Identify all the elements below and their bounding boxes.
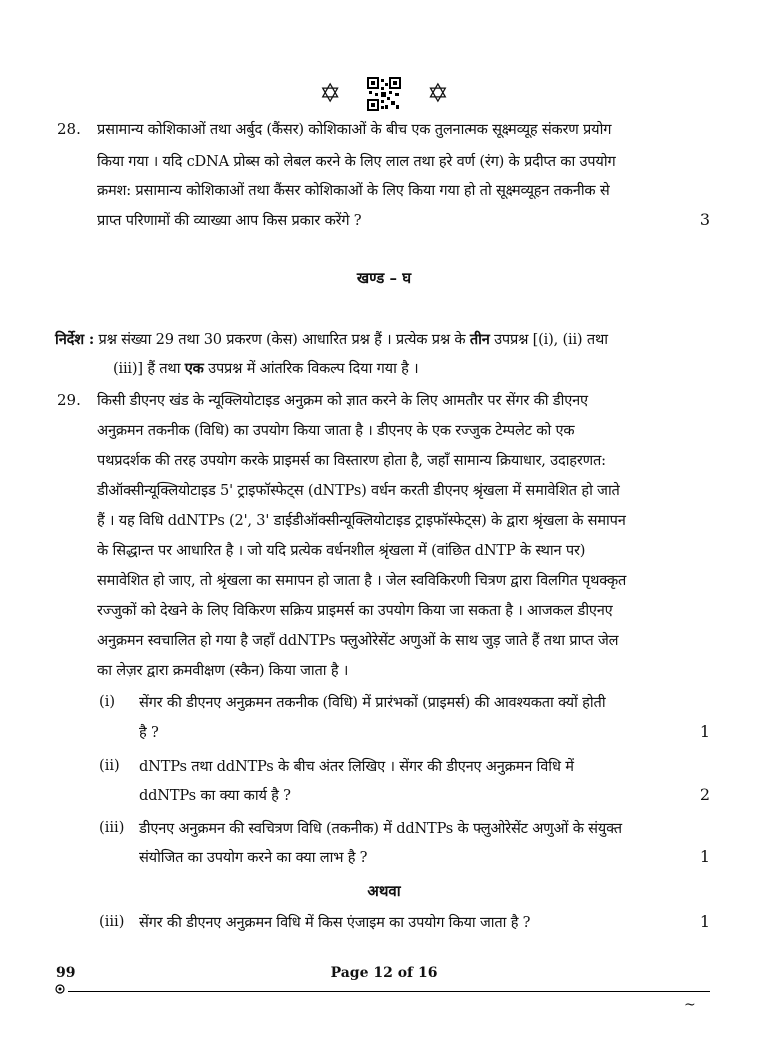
- question-number: 29.: [57, 391, 81, 409]
- subquestion-text-line: सेंगर की डीएनए अनुक्रमन विधि में किस एंजाइम का उपयोग किया जाता है ?: [139, 914, 531, 931]
- subquestion-text-line: ddNTPs का क्या कार्य है ?: [139, 787, 291, 804]
- instructions-emphasis: एक: [184, 360, 204, 377]
- instructions-text: प्रश्न संख्या 29 तथा 30 प्रकरण (केस) आधारित प्रश्न हैं । प्रत्येक प्रश्न के: [98, 331, 466, 348]
- question-text-line: प्राप्त परिणामों की व्याख्या आप किस प्रकार करेंगे ?: [97, 212, 362, 229]
- subquestion-label: (i): [99, 693, 116, 710]
- question-text-line: प्रसामान्य कोशिकाओं तथा अर्बुद (कैंसर) कोशिकाओं के बीच एक तुलनात्मक सूक्ष्मव्यूह संकरण प्रयोग: [97, 121, 612, 138]
- qr-code-icon: [367, 77, 401, 111]
- subquestion-label: (iii): [99, 819, 125, 836]
- instructions-text: (iii)] हैं तथा: [113, 360, 181, 377]
- instructions-label: निर्देश :: [55, 331, 95, 348]
- instructions: [55, 330, 608, 350]
- question-text-line: किसी डीएनए खंड के न्यूक्लियोटाइड अनुक्रम को ज्ञात करने के लिए आमतौर पर सेंगर की डीएनए: [97, 392, 588, 409]
- star-of-david-icon: ✡: [319, 79, 341, 109]
- question-text-line: अनुक्रमन तकनीक (विधि) का उपयोग किया जाता है । डीएनए के एक रज्जुक टेम्पलेट को एक: [97, 422, 575, 439]
- footer-mark: ~: [684, 997, 696, 1013]
- instructions-text: उपप्रश्न में आंतरिक विकल्प दिया गया है ।: [208, 360, 419, 377]
- question-text-line: डीऑक्सीन्यूक्लियोटाइड 5' ट्राइफॉस्फेट्स (dNTPs) वर्धन करती डीएनए श्रृंखला में समावेशित हो जाते: [97, 482, 620, 499]
- subquestion-text-line: संयोजित का उपयोग करने का क्या लाभ है ?: [139, 849, 368, 866]
- subquestion-marks: 1: [699, 912, 710, 931]
- footer-divider: [68, 991, 710, 992]
- subquestion-text-line: है ?: [139, 724, 159, 741]
- question-marks: 3: [699, 210, 710, 229]
- instructions-emphasis: तीन: [469, 331, 490, 348]
- subquestion-marks: 2: [699, 785, 710, 804]
- or-label: अथवा: [367, 882, 401, 900]
- question-text-line: के सिद्धान्त पर आधारित है । जो यदि प्रत्येक वर्धनशील श्रृंखला में (वांछित dNTP के स्थान पर): [97, 542, 586, 559]
- paper-code: 99: [56, 965, 76, 981]
- question-text-line: पथप्रदर्शक की तरह उपयोग करके प्राइमर्स का विस्तारण होता है, जहाँ सामान्य क्रियाधार, उदाहरणत:: [97, 452, 606, 469]
- subquestion-text-line: dNTPs तथा ddNTPs के बीच अंतर लिखिए । सेंगर की डीएनए अनुक्रमन विधि में: [139, 758, 574, 775]
- question-text-line: हैं । यह विधि ddNTPs (2', 3' डाईडीऑक्सीन्यूक्लियोटाइड ट्राइफॉस्फेट्स) के द्वारा श्रृंखला के समापन: [97, 512, 626, 529]
- instructions-line-2: [113, 359, 418, 379]
- subquestion-label: (ii): [99, 757, 120, 774]
- question-text-line: रज्जुकों को देखने के लिए विकिरण सक्रिय प्राइमर्स का उपयोग किया जा सकता है । आजकल डीएनए: [97, 602, 613, 619]
- question-text-line: का लेज़र द्वारा क्रमवीक्षण (स्कैन) किया जाता है ।: [97, 662, 349, 679]
- question-number: 28.: [57, 120, 81, 138]
- ornament-icon: [55, 984, 65, 994]
- subquestion-text-line: डीएनए अनुक्रमन की स्वचित्रण विधि (तकनीक) में ddNTPs के फ्लुओरेसेंट अणुओं के संयुक्त: [139, 820, 622, 837]
- question-text-line: क्रमश: प्रसामान्य कोशिकाओं तथा कैंसर कोशिकाओं के लिए किया गया हो तो सूक्ष्मव्यूहन तकनीक से: [97, 182, 610, 199]
- instructions-text: उपप्रश्न [(i), (ii) तथा: [494, 331, 608, 348]
- subquestion-marks: 1: [699, 722, 710, 741]
- page-header: [0, 76, 768, 112]
- question-text-line: समावेशित हो जाए, तो श्रृंखला का समापन हो जाता है । जेल स्वविकिरणी चित्रण द्वारा विलगित पृथक्कृत: [97, 572, 627, 589]
- question-text-line: अनुक्रमन स्वचालित हो गया है जहाँ ddNTPs फ्लुओरेसेंट अणुओं के साथ जुड़ जाते हैं तथा प्राप्त जेल: [97, 632, 619, 649]
- subquestion-label: (iii): [99, 913, 125, 930]
- section-title: खण्ड – घ: [356, 269, 412, 287]
- subquestion-marks: 1: [699, 847, 710, 866]
- question-text-line: किया गया । यदि cDNA प्रोब्स को लेबल करने के लिए लाल तथा हरे वर्ण (रंग) के प्रदीप्त का उपयोग: [97, 153, 616, 170]
- subquestion-text-line: सेंगर की डीएनए अनुक्रमन तकनीक (विधि) में प्रारंभकों (प्राइमर्स) की आवश्यकता क्यों होती: [139, 694, 606, 711]
- star-of-david-icon: ✡: [427, 79, 449, 109]
- page-number: Page 12 of 16: [330, 965, 438, 981]
